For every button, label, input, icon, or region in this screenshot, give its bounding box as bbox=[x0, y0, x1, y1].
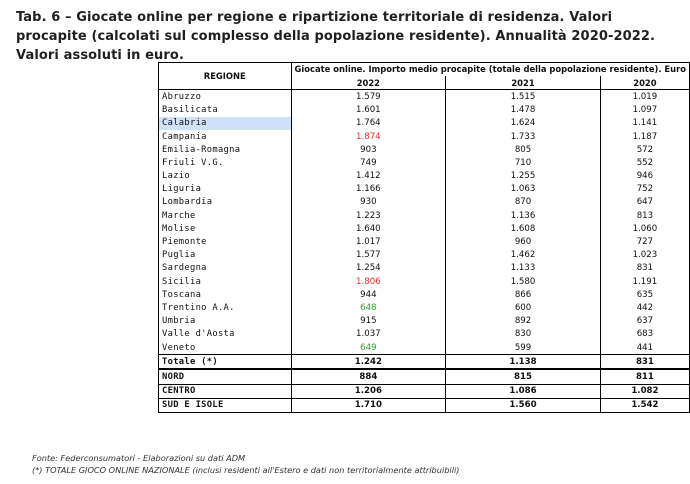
value-cell-2020: 441 bbox=[600, 341, 689, 355]
value-cell-2020: 1.082 bbox=[600, 384, 689, 398]
value-cell-2020: 637 bbox=[600, 315, 689, 328]
value-cell-2021: 1.063 bbox=[446, 183, 601, 196]
value-cell-2020: 1.542 bbox=[600, 398, 689, 412]
year-header: 2021 bbox=[446, 76, 601, 90]
region-cell: Marche bbox=[159, 209, 292, 222]
value-cell-2022: 1.254 bbox=[291, 262, 446, 275]
value-cell-2022: 1.223 bbox=[291, 209, 446, 222]
value-cell-2022: 915 bbox=[291, 315, 446, 328]
region-cell: NORD bbox=[159, 369, 292, 384]
table-row bbox=[159, 315, 690, 328]
region-cell: Puglia bbox=[159, 249, 292, 262]
value-cell-2022: 903 bbox=[291, 143, 446, 156]
table-row bbox=[159, 130, 690, 143]
value-cell-2021: 1.733 bbox=[446, 130, 601, 143]
value-cell-2021: 1.560 bbox=[446, 398, 601, 412]
region-cell: Lazio bbox=[159, 170, 292, 183]
value-cell-2022: 1.206 bbox=[291, 384, 446, 398]
value-cell-2022: 1.640 bbox=[291, 222, 446, 235]
value-cell-2020: 1.060 bbox=[600, 222, 689, 235]
table-row bbox=[159, 288, 690, 301]
value-cell-2021: 1.133 bbox=[446, 262, 601, 275]
table-row bbox=[159, 301, 690, 314]
value-cell-2021: 960 bbox=[446, 235, 601, 248]
table-row bbox=[159, 196, 690, 209]
table-row bbox=[159, 249, 690, 262]
value-cell-2022: 1.601 bbox=[291, 104, 446, 117]
value-cell-2022: 749 bbox=[291, 156, 446, 169]
value-cell-2022: 1.764 bbox=[291, 117, 446, 130]
value-cell-2020: 552 bbox=[600, 156, 689, 169]
table-row bbox=[159, 170, 690, 183]
region-cell: Friuli V.G. bbox=[159, 156, 292, 169]
region-cell: Totale (*) bbox=[159, 355, 292, 370]
value-cell-2022: 1.017 bbox=[291, 235, 446, 248]
region-cell: Umbria bbox=[159, 315, 292, 328]
value-cell-2022: 884 bbox=[291, 369, 446, 384]
value-cell-2021: 1.478 bbox=[446, 104, 601, 117]
table-row bbox=[159, 156, 690, 169]
region-cell: Basilicata bbox=[159, 104, 292, 117]
value-cell-2020: 813 bbox=[600, 209, 689, 222]
value-cell-2022: 1.577 bbox=[291, 249, 446, 262]
value-cell-2022: 1.710 bbox=[291, 398, 446, 412]
value-cell-2020: 635 bbox=[600, 288, 689, 301]
table-title: Tab. 6 – Giocate online per regione e ripartizione territoriale di residenza. Valori procapite (calcolati sul complesso della popolazione residente). Annualità 2020-2022. Valori assoluti in euro. bbox=[16, 10, 656, 63]
footnote: (*) TOTALE GIOCO ONLINE NAZIONALE (inclusi residenti all'Estero e dati non territorialmente attribuibili) bbox=[32, 465, 460, 475]
value-cell-2020: 831 bbox=[600, 355, 689, 370]
table-row bbox=[159, 209, 690, 222]
value-cell-2022: 648 bbox=[291, 301, 446, 314]
value-cell-2021: 805 bbox=[446, 143, 601, 156]
table-row bbox=[159, 262, 690, 275]
total-row-group bbox=[159, 355, 690, 370]
table-row bbox=[159, 341, 690, 355]
value-cell-2021: 1.624 bbox=[446, 117, 601, 130]
value-cell-2020: 727 bbox=[600, 235, 689, 248]
area-rows bbox=[159, 369, 690, 412]
value-cell-2021: 830 bbox=[446, 328, 601, 341]
value-cell-2020: 831 bbox=[600, 262, 689, 275]
table-row bbox=[159, 222, 690, 235]
region-cell: Liguria bbox=[159, 183, 292, 196]
area-row bbox=[159, 384, 690, 398]
value-cell-2020: 946 bbox=[600, 170, 689, 183]
area-row bbox=[159, 398, 690, 412]
region-header: REGIONE bbox=[159, 63, 292, 90]
value-cell-2021: 815 bbox=[446, 369, 601, 384]
data-table bbox=[158, 62, 690, 413]
region-cell: Veneto bbox=[159, 341, 292, 355]
value-cell-2022: 1.242 bbox=[291, 355, 446, 370]
value-cell-2022: 944 bbox=[291, 288, 446, 301]
region-cell: SUD E ISOLE bbox=[159, 398, 292, 412]
value-cell-2021: 1.580 bbox=[446, 275, 601, 288]
group-header: Giocate online. Importo medio procapite (totale della popolazione residente). Euro bbox=[291, 63, 689, 77]
value-cell-2020: 1.023 bbox=[600, 249, 689, 262]
table-row bbox=[159, 143, 690, 156]
region-cell: Toscana bbox=[159, 288, 292, 301]
region-cell: CENTRO bbox=[159, 384, 292, 398]
value-cell-2022: 1.166 bbox=[291, 183, 446, 196]
table-row bbox=[159, 117, 690, 130]
total-row bbox=[159, 355, 690, 370]
region-rows bbox=[159, 90, 690, 355]
value-cell-2020: 811 bbox=[600, 369, 689, 384]
value-cell-2022: 1.579 bbox=[291, 90, 446, 104]
table-row bbox=[159, 183, 690, 196]
table-row bbox=[159, 275, 690, 288]
value-cell-2021: 1.608 bbox=[446, 222, 601, 235]
region-cell: Molise bbox=[159, 222, 292, 235]
value-cell-2021: 892 bbox=[446, 315, 601, 328]
region-cell: Abruzzo bbox=[159, 90, 292, 104]
value-cell-2020: 1.141 bbox=[600, 117, 689, 130]
value-cell-2021: 866 bbox=[446, 288, 601, 301]
region-cell: Campania bbox=[159, 130, 292, 143]
value-cell-2021: 600 bbox=[446, 301, 601, 314]
table-row bbox=[159, 328, 690, 341]
region-cell: Trentino A.A. bbox=[159, 301, 292, 314]
value-cell-2021: 1.515 bbox=[446, 90, 601, 104]
value-cell-2021: 1.462 bbox=[446, 249, 601, 262]
value-cell-2022: 1.874 bbox=[291, 130, 446, 143]
value-cell-2020: 1.187 bbox=[600, 130, 689, 143]
value-cell-2022: 930 bbox=[291, 196, 446, 209]
table-row bbox=[159, 90, 690, 104]
region-cell: Valle d'Aosta bbox=[159, 328, 292, 341]
value-cell-2020: 1.019 bbox=[600, 90, 689, 104]
value-cell-2020: 647 bbox=[600, 196, 689, 209]
value-cell-2020: 572 bbox=[600, 143, 689, 156]
region-cell: Sardegna bbox=[159, 262, 292, 275]
value-cell-2021: 599 bbox=[446, 341, 601, 355]
table-row bbox=[159, 104, 690, 117]
region-cell: Emilia-Romagna bbox=[159, 143, 292, 156]
value-cell-2022: 1.412 bbox=[291, 170, 446, 183]
region-cell: Sicilia bbox=[159, 275, 292, 288]
value-cell-2020: 1.097 bbox=[600, 104, 689, 117]
source-note: Fonte: Federconsumatori - Elaborazioni su dati ADM bbox=[32, 453, 246, 463]
region-cell: Lombardia bbox=[159, 196, 292, 209]
region-cell: Calabria bbox=[159, 117, 292, 130]
value-cell-2021: 870 bbox=[446, 196, 601, 209]
value-cell-2020: 1.191 bbox=[600, 275, 689, 288]
value-cell-2022: 1.806 bbox=[291, 275, 446, 288]
value-cell-2020: 752 bbox=[600, 183, 689, 196]
value-cell-2021: 1.086 bbox=[446, 384, 601, 398]
value-cell-2021: 1.136 bbox=[446, 209, 601, 222]
region-cell: Piemonte bbox=[159, 235, 292, 248]
year-header: 2022 bbox=[291, 76, 446, 90]
notes bbox=[32, 452, 459, 476]
value-cell-2021: 1.138 bbox=[446, 355, 601, 370]
value-cell-2021: 710 bbox=[446, 156, 601, 169]
value-cell-2021: 1.255 bbox=[446, 170, 601, 183]
year-header: 2020 bbox=[600, 76, 689, 90]
value-cell-2020: 683 bbox=[600, 328, 689, 341]
value-cell-2022: 1.037 bbox=[291, 328, 446, 341]
table-row bbox=[159, 235, 690, 248]
area-row bbox=[159, 369, 690, 384]
value-cell-2020: 442 bbox=[600, 301, 689, 314]
value-cell-2022: 649 bbox=[291, 341, 446, 355]
